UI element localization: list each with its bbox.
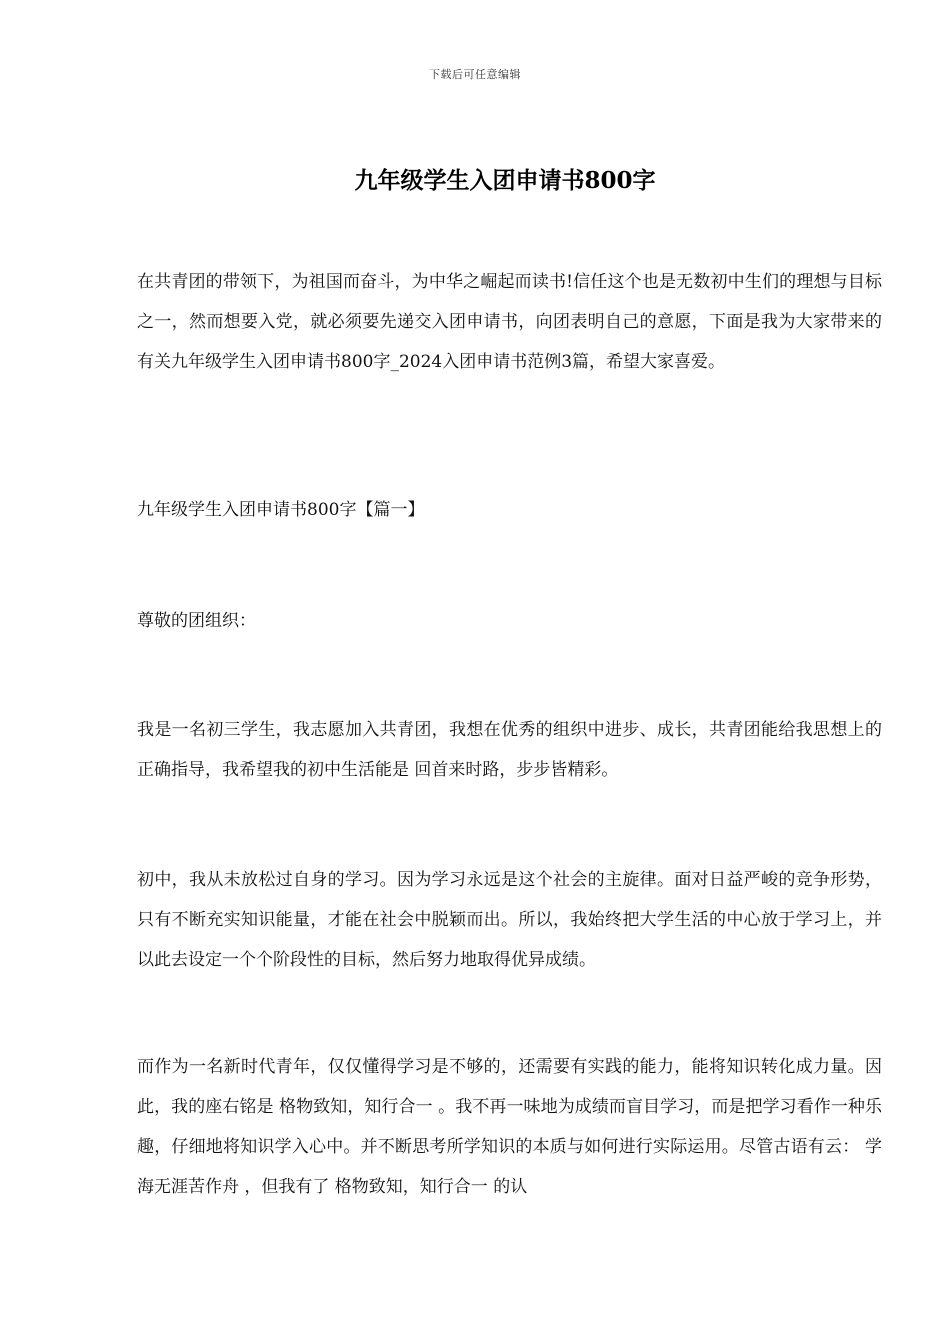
- section-heading: 九年级学生入团申请书800字【篇一】: [137, 500, 425, 520]
- body-paragraph-1: 我是一名初三学生，我志愿加入共青团，我想在优秀的组织中进步、成长，共青团能给我思想上的正确指导，我希望我的初中生活能是 回首来时路，步步皆精彩。: [137, 720, 882, 780]
- page-title: 九年级学生入团申请书800字: [354, 167, 656, 194]
- body-paragraph-3: 而作为一名新时代青年，仅仅懂得学习是不够的，还需要有实践的能力，能将知识转化成力量。因此，我的座右铭是 格物致知，知行合一 。我不再一味地为成绩而盲目学习，而是把学习看作一种乐趣，仔细地将知识学入心中。并不断思考所学知识的本质与如何进行实际运用。尽管古语有云： 学海无涯苦作舟 ，但我有了 格物致知，知行合一 的认: [137, 1057, 882, 1197]
- header-note: 下载后可任意编辑: [429, 68, 521, 81]
- body-paragraph-2: 初中，我从未放松过自身的学习。因为学习永远是这个社会的主旋律。面对日益严峻的竞争形势，只有不断充实知识能量，才能在社会中脱颖而出。所以，我始终把大学生活的中心放于学习上，并以此去设定一个个阶段性的目标，然后努力地取得优异成绩。: [137, 870, 882, 970]
- intro-paragraph: 在共青团的带领下，为祖国而奋斗，为中华之崛起而读书!信任这个也是无数初中生们的理想与目标之一，然而想要入党，就必须要先递交入团申请书，向团表明自己的意愿，下面是我为大家带来的有关九年级学生入团申请书800字_2024入团申请书范例3篇，希望大家喜爱。: [137, 272, 882, 372]
- salutation: 尊敬的团组织：: [137, 611, 256, 631]
